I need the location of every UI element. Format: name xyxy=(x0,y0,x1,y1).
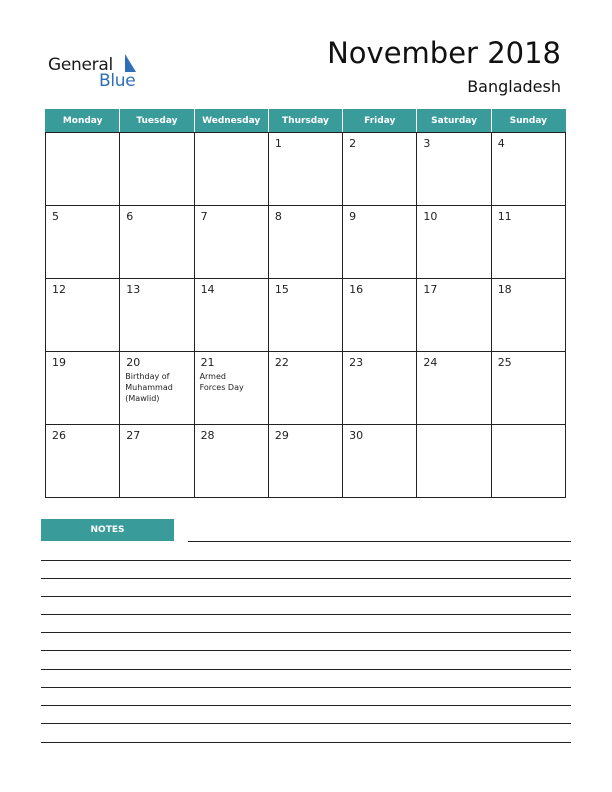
day-cell xyxy=(417,279,491,352)
day-cell xyxy=(46,206,120,279)
day-number: 5 xyxy=(52,210,59,223)
day-number: 15 xyxy=(274,283,289,296)
day-number: 7 xyxy=(200,210,208,223)
calendar-grid xyxy=(45,109,566,498)
day-cell xyxy=(343,206,417,279)
weekday-header: Sunday xyxy=(491,110,565,133)
day-cell xyxy=(194,206,268,279)
day-number: 2 xyxy=(349,137,357,150)
day-number xyxy=(46,133,119,137)
day-cell xyxy=(46,425,120,498)
day-cell xyxy=(417,133,491,206)
week-row xyxy=(46,352,566,425)
weekday-header: Tuesday xyxy=(120,110,194,133)
note-line xyxy=(41,650,571,651)
day-cell xyxy=(343,425,417,498)
day-cell xyxy=(491,279,565,352)
day-number: 11 xyxy=(497,210,512,223)
day-number xyxy=(417,425,490,429)
day-number xyxy=(195,133,268,137)
logo-word-blue: Blue xyxy=(99,71,136,91)
note-line xyxy=(41,669,571,670)
note-line xyxy=(41,560,571,561)
day-number: 23 xyxy=(349,356,364,369)
day-number: 18 xyxy=(497,283,512,296)
day-cell xyxy=(194,133,268,206)
week-row xyxy=(46,206,566,279)
day-cell xyxy=(194,352,268,425)
note-line xyxy=(41,742,571,743)
day-cell xyxy=(491,425,565,498)
day-cell xyxy=(46,352,120,425)
note-line xyxy=(41,687,571,688)
day-cell xyxy=(268,425,342,498)
note-line xyxy=(41,578,571,579)
day-number: 13 xyxy=(126,283,141,296)
day-cell xyxy=(120,133,194,206)
day-cell xyxy=(268,133,342,206)
day-number: 24 xyxy=(423,356,438,369)
day-number: 27 xyxy=(126,429,141,442)
day-number: 30 xyxy=(349,429,364,442)
day-number: 3 xyxy=(423,137,431,150)
day-cell xyxy=(417,352,491,425)
day-number: 9 xyxy=(349,210,357,223)
note-line xyxy=(41,723,571,724)
day-number: 29 xyxy=(274,429,289,442)
note-line xyxy=(188,541,571,542)
day-cell xyxy=(46,279,120,352)
day-number: 4 xyxy=(497,137,505,150)
day-cell xyxy=(194,279,268,352)
day-number: 17 xyxy=(423,283,438,296)
day-cell xyxy=(268,279,342,352)
day-number: 12 xyxy=(52,283,66,296)
weekday-header-row xyxy=(46,110,566,133)
day-number xyxy=(492,425,565,429)
day-cell xyxy=(491,352,565,425)
day-number: 14 xyxy=(200,283,215,296)
country-name: Bangladesh xyxy=(467,77,561,96)
day-cell xyxy=(417,425,491,498)
day-number: 22 xyxy=(274,356,289,369)
note-line xyxy=(41,705,571,706)
note-line xyxy=(41,596,571,597)
day-number: 28 xyxy=(200,429,215,442)
day-cell xyxy=(491,133,565,206)
note-line xyxy=(41,614,571,615)
weekday-header: Wednesday xyxy=(194,110,268,133)
day-cell xyxy=(120,206,194,279)
week-row xyxy=(46,279,566,352)
day-cell xyxy=(343,133,417,206)
day-cell xyxy=(343,279,417,352)
holiday-label: Armed Forces Day xyxy=(199,372,244,392)
day-number xyxy=(120,133,193,137)
day-cell xyxy=(194,425,268,498)
note-line xyxy=(41,632,571,633)
weekday-header: Saturday xyxy=(417,110,491,133)
day-cell xyxy=(46,133,120,206)
day-cell xyxy=(491,206,565,279)
day-number: 21 xyxy=(200,356,215,369)
day-number: 16 xyxy=(349,283,364,296)
week-row xyxy=(46,133,566,206)
day-cell xyxy=(268,352,342,425)
weekday-header: Thursday xyxy=(268,110,342,133)
weekday-header: Monday xyxy=(46,110,120,133)
day-cell xyxy=(120,352,194,425)
day-cell xyxy=(343,352,417,425)
day-cell xyxy=(417,206,491,279)
day-cell xyxy=(120,425,194,498)
day-cell xyxy=(268,206,342,279)
day-cell xyxy=(120,279,194,352)
week-row xyxy=(46,425,566,498)
day-number: 26 xyxy=(52,429,66,442)
day-number: 1 xyxy=(274,137,282,150)
page-title: November 2018 xyxy=(327,36,561,70)
logo-word-general: General xyxy=(48,55,113,75)
day-number: 8 xyxy=(274,210,282,223)
notes-header: NOTES xyxy=(41,519,174,541)
weekday-header: Friday xyxy=(343,110,417,133)
day-number: 10 xyxy=(423,210,438,223)
day-number: 19 xyxy=(52,356,66,369)
holiday-label: Birthday of Muhammad (Mawlid) xyxy=(125,372,173,403)
day-number: 6 xyxy=(126,210,134,223)
day-number: 20 xyxy=(126,356,141,369)
day-number: 25 xyxy=(497,356,512,369)
